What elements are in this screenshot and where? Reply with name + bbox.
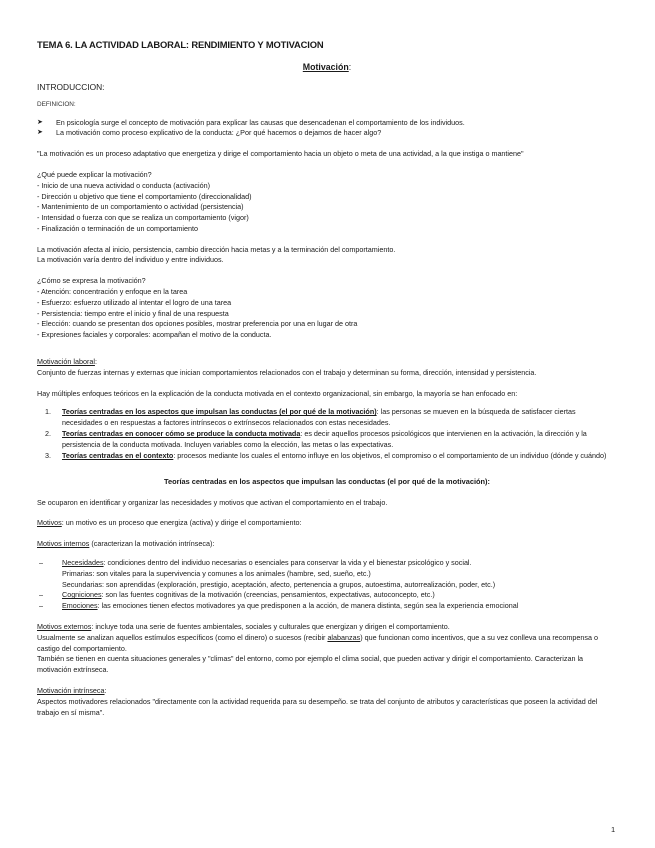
externos-p2-b: ) que funcionan como incentivos, que a su vez conlleva una recompensa o castigo del comportamiento.	[37, 632, 598, 653]
laboral-heading	[37, 357, 617, 368]
internos-line	[37, 539, 617, 550]
definition-bullets	[37, 118, 617, 140]
theory-label: Teorías centradas en los aspectos que impulsan las conductas (el por qué de la motivación)	[62, 407, 377, 417]
cognitions-text: : son las fuentes cognitivas de la motivación (creencias, pensamientos, expectativas, autoconcepto, etc.)	[101, 590, 435, 600]
needs-label: Necesidades	[62, 557, 104, 567]
emotions-item	[37, 601, 617, 612]
externos-text: : incluye toda una serie de fuentes ambientales, sociales y culturales que energizan y dirigen el comportamiento.	[91, 621, 450, 631]
subtitle-colon: :	[348, 62, 352, 73]
section2-intro: Se ocuparon en identificar y organizar las necesidades y motivos que activan el comportamiento en el trabajo.	[37, 497, 388, 507]
definition-heading: DEFINICION:	[37, 100, 76, 108]
intrinseca-colon: :	[104, 685, 107, 695]
externos-p2-a: Usualmente se analizan aquellos estímulos específicos (como el dinero) o sucesos (recibir	[37, 632, 328, 642]
bullet-item: ➤ En psicología surge el concepto de motivación para explicar las causas que desencadenan el comportamiento de los individuos.	[37, 118, 617, 129]
laboral-heading-text: Motivación laboral	[37, 357, 95, 367]
laboral-text: Conjunto de fuerzas internas y externas que inician comportamientos relacionados con el trabajo y determinan su forma, dirección, intensidad y persistencia.	[37, 367, 537, 377]
motivos-text: : un motivo es un proceso que energiza (activa) y dirige el comportamiento:	[61, 518, 302, 528]
theory-item	[37, 407, 617, 429]
laboral-block	[37, 357, 617, 379]
explain-item: - Dirección u objetivo que tiene el comportamiento (direccionalidad)	[37, 191, 252, 201]
theory-text: : procesos mediante los cuales el entorno influye en los objetivos, el compromiso o el comportamiento de un individuo (dónde y cuándo)	[173, 450, 607, 460]
intrinseca-block	[37, 686, 617, 718]
bullet-item: ➤ La motivación como proceso explicativo de la conducta: ¿Por qué hacemos o dejamos de hacer algo?	[37, 128, 617, 139]
explain-block	[37, 170, 617, 235]
affects-line: La motivación varía dentro del individuo y entre individuos.	[37, 255, 224, 265]
externos-p2	[37, 633, 617, 655]
intrinseca-text: Aspectos motivadores relacionados "directamente con la actividad requerida para su desempeño. se trata del conjunto de atributos y características que poseen la actividad del trabajo en sí misma".	[37, 696, 598, 717]
internos-label: Motivos internos	[37, 539, 90, 549]
page-number: 1	[611, 825, 616, 834]
theory-number: 1.	[45, 407, 51, 417]
theory-label: Teorías centradas en conocer cómo se produce la conducta motivada	[62, 429, 301, 439]
enfoques-text: Hay múltiples enfoques teóricos en la explicación de la conducta motivada en el contexto organizacional, sin embargo, la mayoría se han enfocado en:	[37, 388, 518, 398]
section-subtitle	[37, 61, 617, 74]
explain-item: - Inicio de una nueva actividad o conducta (activación)	[37, 180, 211, 190]
explain-item: - Finalización o terminación de un comportamiento	[37, 223, 198, 233]
theory-item	[37, 429, 617, 451]
intrinseca-heading-text: Motivación intrínseca	[37, 685, 105, 695]
intrinseca-heading	[37, 686, 617, 697]
cognitions-label: Cogniciones	[62, 590, 102, 600]
express-item: - Elección: cuando se presentan dos opciones posibles, mostrar preferencia por una en lugar de otra	[37, 319, 358, 329]
internos-text: (caracterizan la motivación intrínseca):	[89, 539, 215, 549]
motivos-label: Motivos	[37, 518, 62, 528]
express-item: - Expresiones faciales y corporales: acompañan el motivo de la conducta.	[37, 330, 272, 340]
document-page	[37, 38, 617, 718]
theory-text: : es decir aquellos procesos psicológicos que intervienen en la activación, la dirección y la persistencia de la conducta motivada. Incluyen variables como la elección, las metas o las expectativas.	[62, 429, 587, 449]
needs-primary: Primarias: son vitales para la supervivencia y comunes a los animales (hambre, sed, sueño, etc.)	[62, 568, 371, 578]
emotions-label: Emociones	[62, 601, 98, 611]
express-block	[37, 276, 617, 341]
express-question: ¿Cómo se expresa la motivación?	[37, 276, 146, 286]
motivos-line	[37, 518, 617, 529]
explain-item: - Intensidad o fuerza con que se realiza un comportamiento (vigor)	[37, 213, 249, 223]
section2-heading: Teorías centradas en los aspectos que impulsan las conductas (el por qué de la motivación):	[164, 477, 490, 487]
definition-quote: "La motivación es un proceso adaptativo que energetiza y dirige el comportamiento hacia un objeto o meta de una actividad, a la que instiga o mantiene"	[37, 149, 524, 159]
externos-line	[37, 622, 617, 633]
externos-p2-underlined: alabanzas	[327, 632, 361, 642]
express-item: - Persistencia: tiempo entre el inicio y final de una respuesta	[37, 308, 229, 318]
express-item: - Atención: concentración y enfoque en la tarea	[37, 287, 188, 297]
theory-label: Teorías centradas en el contexto	[62, 450, 174, 460]
express-item: - Esfuerzo: esfuerzo utilizado al intentar el logro de una tarea	[37, 297, 232, 307]
theory-text: : las personas se mueven en la búsqueda de satisfacer ciertas necesidades o en respuestas a factores intrínsecos o extrínsecos relacionados con estas necesidades.	[62, 407, 576, 428]
document-title: TEMA 6. LA ACTIVIDAD LABORAL: RENDIMIENTO Y MOTIVACION	[37, 39, 324, 50]
externos-p3: También se tienen en cuenta situaciones generales y "climas" del entorno, como por ejemplo el clima social, que pueden activar y dirigir el comportamiento. Caracterizan la motivación extrínseca.	[37, 654, 584, 675]
theories-list	[37, 407, 617, 461]
explain-question: ¿Qué puede explicar la motivación?	[37, 169, 152, 179]
theory-number: 3.	[45, 450, 51, 460]
internos-list	[37, 558, 617, 612]
needs-secondary: Secundarias: son aprendidas (exploración, prestigio, aceptación, afecto, pertenencia a grupos, autoestima, autorrealización, poder, etc.)	[62, 579, 496, 589]
theory-number: 2.	[45, 429, 51, 439]
externos-label: Motivos externos	[37, 621, 92, 631]
affects-line: La motivación afecta al inicio, persistencia, cambio dirección hacia metas y a la terminación del comportamiento.	[37, 244, 396, 254]
emotions-text: : las emociones tienen efectos motivadores ya que predisponen a la acción, de manera distinta, según sea la experiencia emocional	[97, 601, 519, 611]
laboral-colon: :	[94, 357, 97, 367]
needs-item	[37, 558, 617, 590]
explain-item: - Mantenimiento de un comportamiento o actividad (persistencia)	[37, 202, 244, 212]
intro-heading: INTRODUCCION:	[37, 82, 105, 93]
externos-block	[37, 622, 617, 676]
affects-block	[37, 245, 617, 267]
subtitle-text: Motivación	[302, 62, 349, 73]
theory-item	[37, 451, 617, 462]
cognitions-item	[37, 590, 617, 601]
needs-text: : condiciones dentro del individuo necesarias o esenciales para conservar la vida y el bienestar psicológico y social.	[103, 557, 472, 567]
